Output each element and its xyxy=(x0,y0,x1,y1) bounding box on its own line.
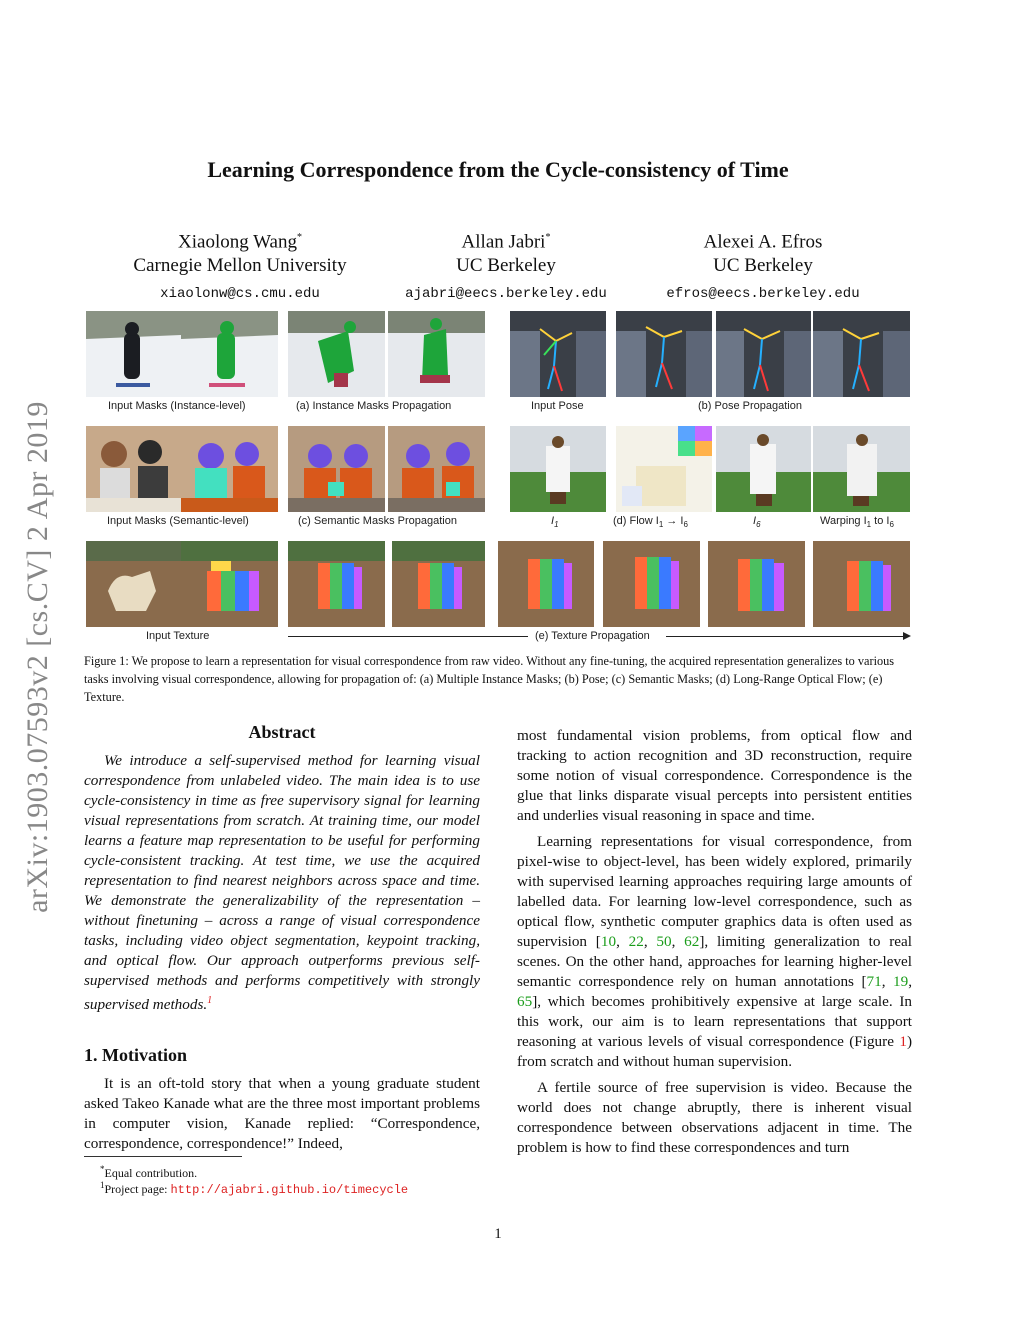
page-number: 1 xyxy=(494,1226,502,1242)
figure-thumbnail xyxy=(498,541,594,627)
caption-subscript: 1 xyxy=(658,520,664,530)
footnote-text: Project page: xyxy=(104,1182,171,1196)
motivation-text: It is an oft-told story that when a young graduate student asked Takeo Kanade what are the three most important problems in computer vision, Kanade replied: “Correspondence, correspondence, correspondence!” Indeed, xyxy=(84,1075,480,1153)
citation-link[interactable]: 71 xyxy=(866,973,882,990)
abstract-text: We introduce a self-supervised method for learning visual correspondence from unlabeled video. The main idea is to use cycle-consistency in time as free supervisory signal for learning visual representations from scratch. At training time, our model learns a feature map representation to be useful for performing cycle-consistent tracking. At test time, we use the acquired representation to find nearest neighbors across space and time. We demonstrate the generalizability of the representation – without finetuning – across a range of visual correspondence tasks, including video object segmentation, keypoint tracking, and optical flow. Our approach outperforms previous self-supervised methods and performs competitively with strongly supervised methods. xyxy=(84,752,480,1014)
author-name: Allan Jabri xyxy=(461,231,546,253)
figure-caption-label xyxy=(753,515,761,529)
figure-thumbnail xyxy=(616,311,712,397)
author-affiliation: UC Berkeley xyxy=(456,255,556,277)
footnote-rule xyxy=(84,1156,242,1157)
figure-thumbnail xyxy=(510,426,606,512)
figure-thumbnail xyxy=(288,541,385,627)
abstract-heading: Abstract xyxy=(248,722,316,742)
paper-title: Learning Correspondence from the Cycle-consistency of Time xyxy=(207,157,789,182)
footnote-ref[interactable]: 1 xyxy=(207,995,213,1006)
figure-thumbnail xyxy=(388,311,485,397)
figure-thumbnail xyxy=(288,426,385,512)
figure-caption-label: Input Masks (Instance-level) xyxy=(108,400,246,412)
abstract-body xyxy=(84,751,480,1015)
author-email: efros@eecs.berkeley.edu xyxy=(666,286,860,303)
figure-caption-text: We propose to learn a representation for visual correspondence from raw video. Without any fine-tuning, the acquired representation generalizes to various tasks involving visual correspondence, allowing for propagation of: (a) Multiple Instance Masks; (b) Pose; (c) Semantic Masks; (d) Long-Range Optical Flow; (e) Texture. xyxy=(84,654,895,704)
arxiv-stamp: arXiv:1903.07593v2 [cs.CV] 2 Apr 2019 xyxy=(21,401,54,913)
citation-link[interactable]: 10 xyxy=(600,933,617,950)
author-name: Alexei A. Efros xyxy=(703,231,823,253)
figure-thumbnail xyxy=(603,541,700,627)
figure-thumbnail xyxy=(813,311,910,397)
paragraph-text: ) from scratch and without human supervision. xyxy=(517,1033,912,1070)
caption-subscript: 6 xyxy=(683,520,688,530)
citation-link[interactable]: 65 xyxy=(517,993,533,1010)
caption-text: (d) Flow I xyxy=(613,515,659,527)
figure-caption-label xyxy=(551,515,559,529)
caption-subscript: 1 xyxy=(554,520,559,530)
citation-link[interactable]: 50 xyxy=(656,933,672,950)
left-column xyxy=(84,722,480,1154)
figure-thumbnail xyxy=(86,541,181,627)
figure-label: Figure 1: xyxy=(84,654,129,668)
caption-text: I xyxy=(551,515,555,527)
paragraph-text: Learning representations for visual correspondence, from pixel-wise to object-level, has been widely explored, primarily with supervised learning approaches requiring large amounts of labelled data. For learning low-level correspondence, such as optical flow, synthetic computer graphics data is often used as supervision [ xyxy=(517,833,912,950)
citation-link[interactable]: 62 xyxy=(684,933,700,950)
figure-caption-label: Input Masks (Semantic-level) xyxy=(107,515,249,527)
author-mark: * xyxy=(545,232,551,243)
author-name: Xiaolong Wang xyxy=(178,231,297,253)
paragraph-text: ], limiting generalization to real scenes. On the other hand, approaches for learning higher-level semantic correspondence rely on human annotations [ xyxy=(517,933,913,990)
figure-caption-label xyxy=(820,515,894,529)
caption-subscript: 6 xyxy=(889,520,894,530)
arrow-head-icon xyxy=(903,632,911,640)
author-affiliation: UC Berkeley xyxy=(713,255,813,277)
figure-thumbnail xyxy=(708,541,805,627)
figure-thumbnail xyxy=(716,311,811,397)
figure-thumbnail xyxy=(510,311,606,397)
author-affiliation: Carnegie Mellon University xyxy=(133,255,347,277)
figure-thumbnail xyxy=(181,311,278,397)
author-block-2 xyxy=(376,226,636,306)
author-email: ajabri@eecs.berkeley.edu xyxy=(405,286,607,303)
author-mark: * xyxy=(296,232,302,243)
right-column xyxy=(517,726,912,1158)
figure-thumbnail xyxy=(813,426,910,512)
figure-caption-label: Input Texture xyxy=(146,630,210,642)
figure-thumbnail xyxy=(86,426,181,512)
citation-link[interactable]: 22 xyxy=(628,933,644,950)
footnote-mark: 1 xyxy=(100,1180,105,1190)
footnote-2 xyxy=(100,1177,408,1198)
figure-thumbnail xyxy=(181,426,278,512)
caption-subscript: 1 xyxy=(866,520,872,530)
author-email: xiaolonw@cs.cmu.edu xyxy=(160,286,320,303)
author-block-3 xyxy=(633,226,893,306)
figure-thumbnail xyxy=(616,426,712,512)
arrow-line xyxy=(288,636,528,637)
figure-thumbnail xyxy=(388,426,485,512)
figure-thumbnail xyxy=(86,311,181,397)
arrow-line xyxy=(666,636,904,637)
figure-caption-label: (b) Pose Propagation xyxy=(698,400,802,412)
figure-caption-label xyxy=(613,515,688,529)
figure-thumbnail xyxy=(716,426,811,512)
section-heading: 1. Motivation xyxy=(84,1045,187,1066)
author-block-1 xyxy=(110,226,370,306)
figure-thumbnail xyxy=(181,541,278,627)
caption-subscript: 6 xyxy=(756,520,761,530)
figure-thumbnail xyxy=(392,541,485,627)
caption-text: I xyxy=(753,515,757,527)
figure-caption-label: (e) Texture Propagation xyxy=(535,630,650,642)
figure-ref-link[interactable]: 1 xyxy=(899,1033,907,1050)
citation-link[interactable]: 19 xyxy=(893,973,909,990)
paragraph: Learning representations for visual correspondence, from pixel-wise to object-level, has been widely explored, primarily with supervised learning approaches requiring large amounts of labelled data. For learning low-level correspondence, such as optical flow, synthetic computer graphics data is often used as supervision [10, 22, 50, 62], limiting generalization to real scenes. On the other hand, approaches for learning higher-level semantic correspondence rely on human annotations [71, 19, 65], which becomes prohibitively expensive at large scale. In this work, our aim is to learn representations that support reasoning at various levels of visual correspondence (Figure 1) from scratch and without human supervision. xyxy=(517,833,913,1070)
figure-thumbnail xyxy=(813,541,910,627)
paragraph-text: ], which becomes prohibitively expensive at large scale. In this work, our aim is to learn representations that support reasoning at various levels of visual correspondence (Figure xyxy=(517,993,912,1050)
caption-text: to I xyxy=(871,515,890,527)
figure-caption-label: (a) Instance Masks Propagation xyxy=(296,400,452,412)
figure-caption-label: (c) Semantic Masks Propagation xyxy=(298,515,457,527)
footnote-text: Equal contribution. xyxy=(104,1166,198,1180)
paragraph: A fertile source of free supervision is video. Because the world does not change abruptly, there is inherent visual correspondence between observations adjacent in time. The problem is how to find these correspondences and turn xyxy=(517,1079,912,1156)
caption-text: → I xyxy=(663,515,684,527)
figure-thumbnail xyxy=(288,311,385,397)
figure-caption-label: Input Pose xyxy=(531,400,584,412)
footnote-mark: * xyxy=(100,1164,105,1174)
caption-text: Warping I xyxy=(820,515,867,527)
paragraph: most fundamental vision problems, from optical flow and tracking to action recognition and 3D reconstruction, require some notion of visual correspondence. Correspondence is the glue that links disparate visual percepts into persistent entities and underlies visual reasoning in space and time. xyxy=(517,727,912,824)
figure-caption xyxy=(84,652,916,706)
project-url-link[interactable]: http://ajabri.github.io/timecycle xyxy=(170,1183,409,1197)
